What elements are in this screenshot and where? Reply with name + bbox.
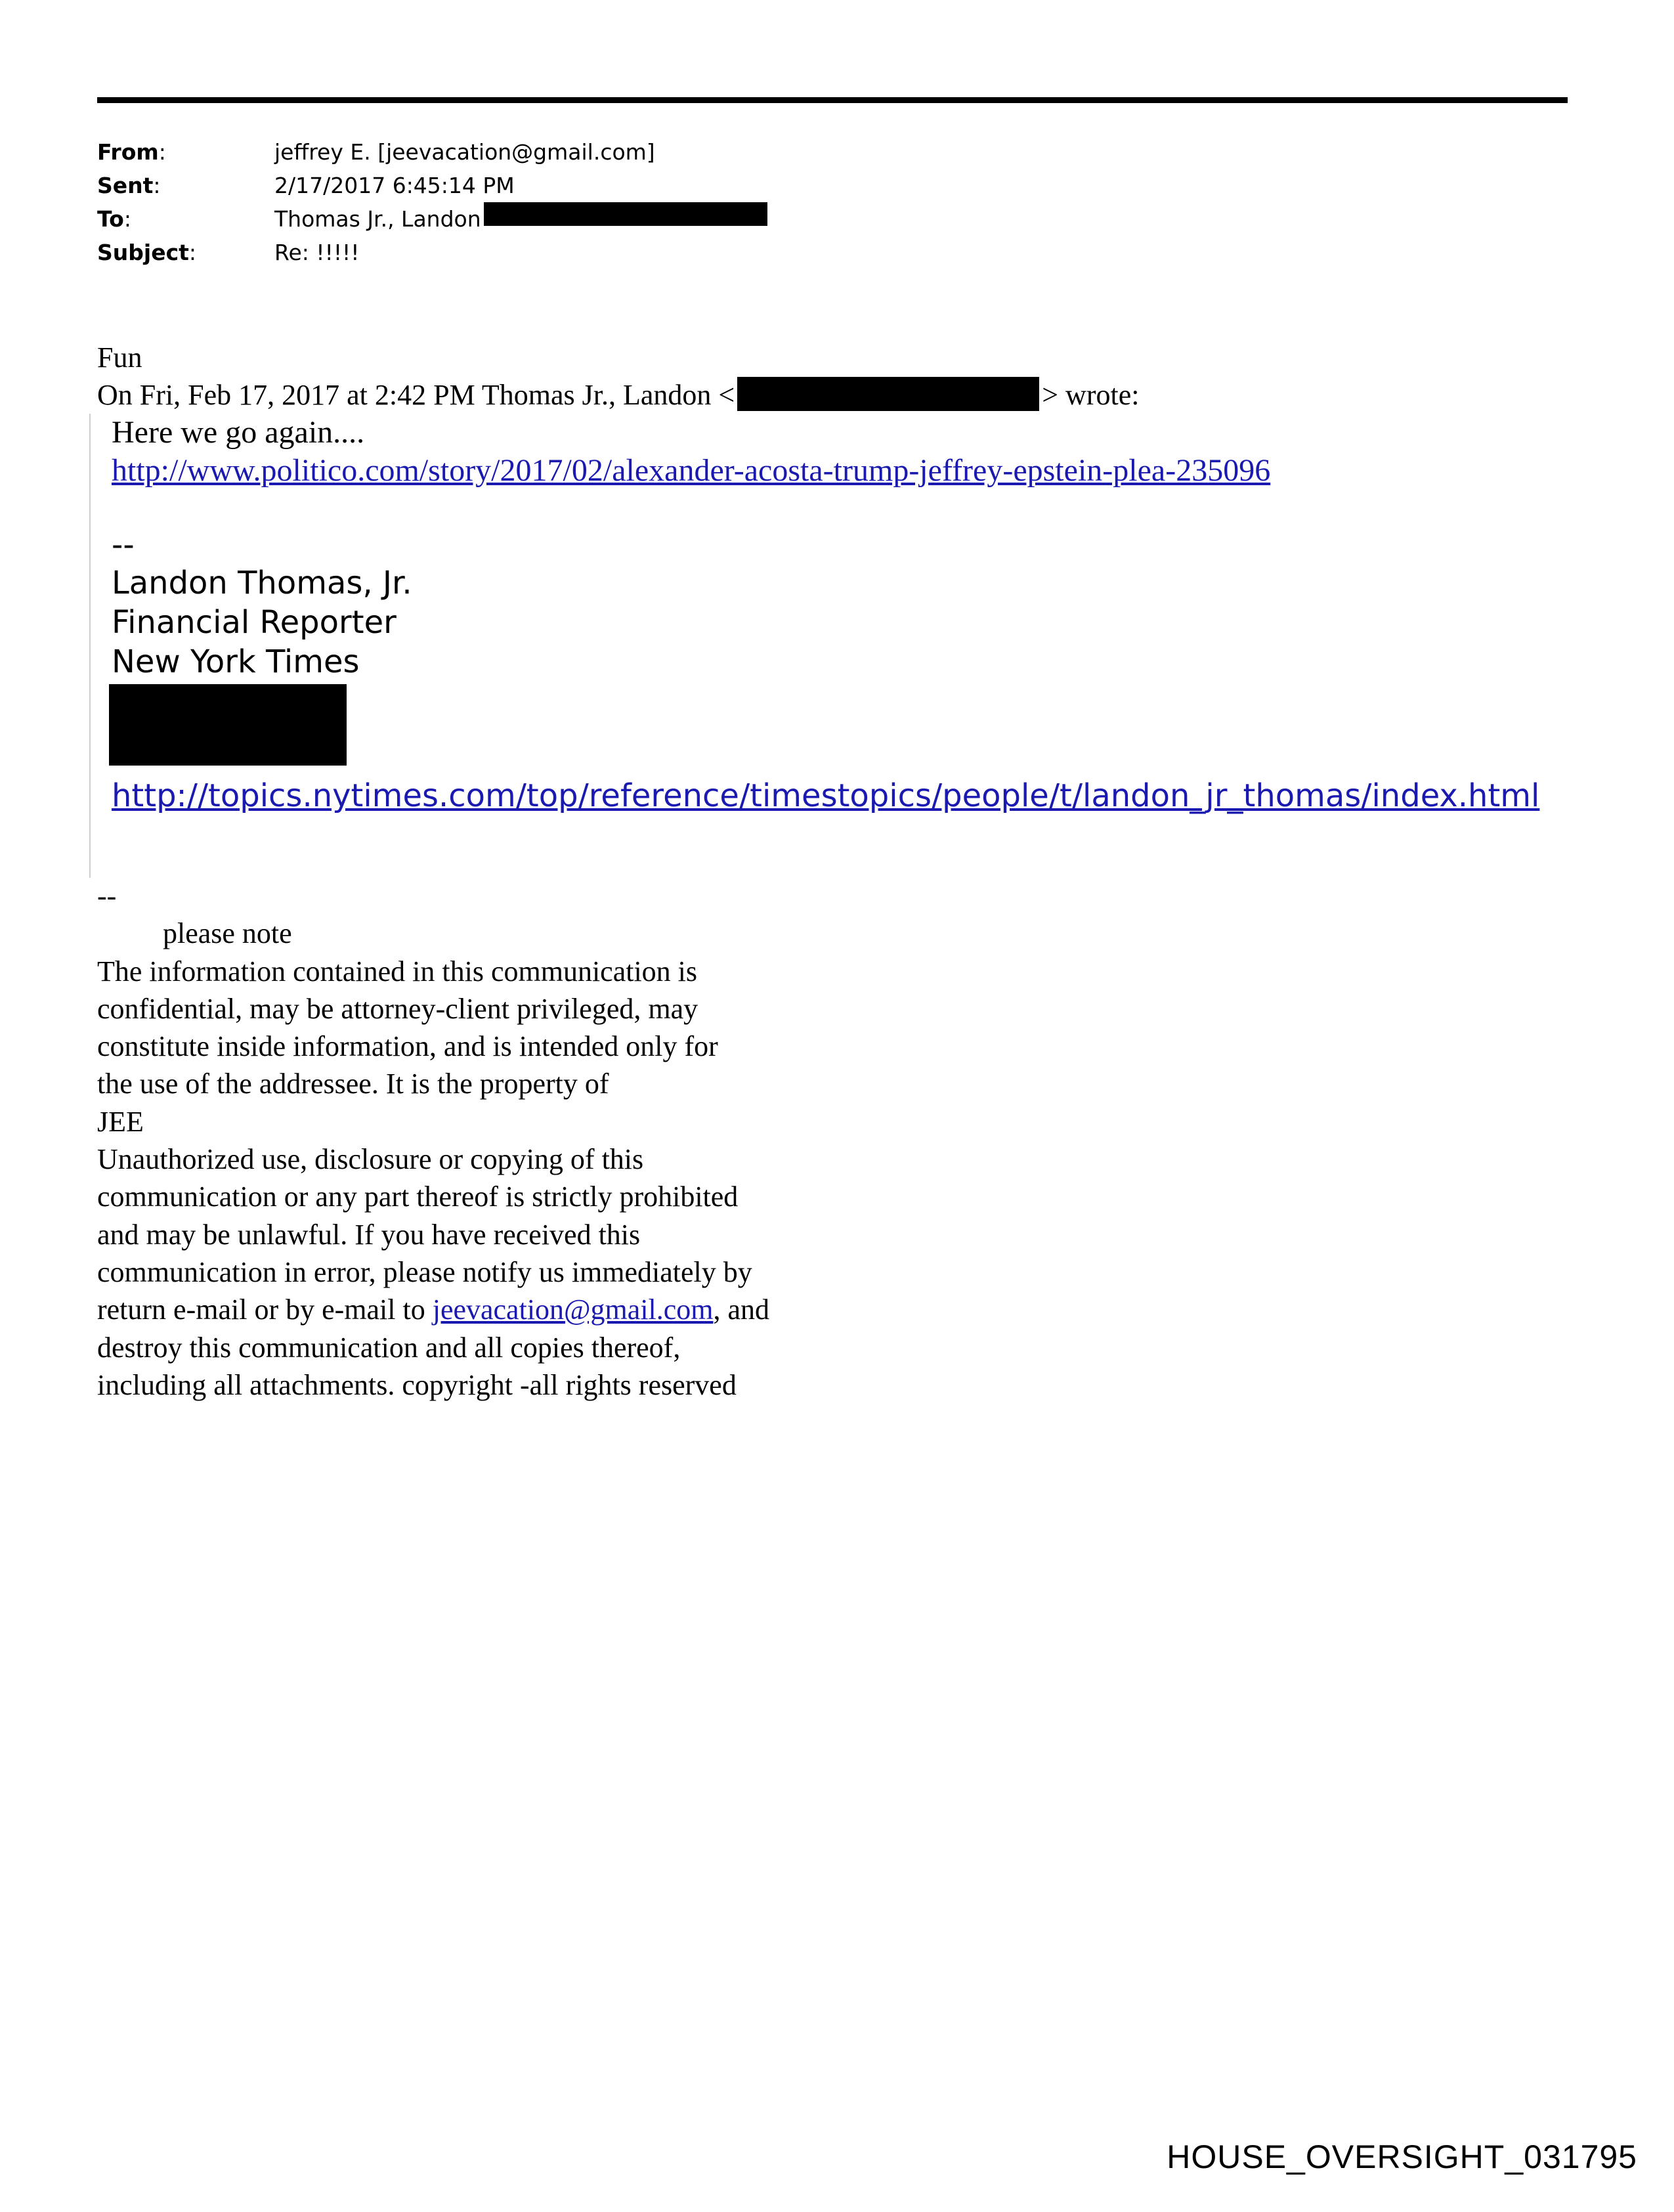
subject-value: Re: !!!!! xyxy=(274,240,360,265)
disclaimer-line: The information contained in this communication is xyxy=(97,955,698,987)
from-row: From: jeffrey E. [jeevacation@gmail.com] xyxy=(97,135,767,169)
quote-intro-end: > wrote: xyxy=(1042,379,1140,411)
quote-intro xyxy=(97,376,1139,414)
signature-dash: -- xyxy=(112,527,135,563)
disclaimer-line: and may be unlawful. If you have received this xyxy=(97,1218,641,1251)
disclaimer-line: destroy this communication and all copies thereof, xyxy=(97,1331,681,1364)
sent-label: Sent xyxy=(97,173,154,198)
disclaimer-line: confidential, may be attorney-client privileged, may xyxy=(97,992,698,1025)
subject-label: Subject xyxy=(97,240,189,265)
quote-intro-start: On Fri, Feb 17, 2017 at 2:42 PM Thomas Jr., Landon < xyxy=(97,379,735,411)
signature-org: New York Times xyxy=(112,643,360,680)
email-link[interactable]: jeevacation@gmail.com xyxy=(432,1293,714,1326)
redaction-box xyxy=(737,377,1039,411)
nytimes-link[interactable] xyxy=(112,776,1654,815)
to-row: To: Thomas Jr., Landon xyxy=(97,202,767,236)
bates-number: HOUSE_OVERSIGHT_031795 xyxy=(1167,2138,1637,2175)
return-line-end: , and xyxy=(713,1293,770,1326)
top-rule xyxy=(97,97,1568,103)
disclaimer-line: JEE xyxy=(97,1105,144,1138)
return-line-start: return e-mail or by e-mail to xyxy=(97,1293,433,1326)
disclaimer-line: Unauthorized use, disclosure or copying of this xyxy=(97,1143,644,1176)
signature-title: Financial Reporter xyxy=(112,604,397,641)
quoted-message xyxy=(89,414,1574,878)
nytimes-link-text: http://topics.nytimes.com/top/reference/timestopics/people/t/landon_jr_thomas/index.html xyxy=(112,777,1540,814)
to-label: To xyxy=(97,206,124,232)
sent-row: Sent: 2/17/2017 6:45:14 PM xyxy=(97,169,767,202)
to-value: Thomas Jr., Landon xyxy=(274,206,481,232)
disclaimer-line: communication or any part thereof is strictly prohibited xyxy=(97,1181,739,1213)
disclaimer-line: communication in error, please notify us immediately by xyxy=(97,1255,752,1288)
subject-row: Subject: Re: !!!!! xyxy=(97,236,767,269)
reply-text: Fun xyxy=(97,341,142,374)
quote-text: Here we go again.... xyxy=(112,415,365,450)
message-body xyxy=(97,339,1139,414)
disclaimer xyxy=(97,877,769,1404)
from-label: From xyxy=(97,139,159,165)
redaction-box xyxy=(484,202,767,226)
sent-value: 2/17/2017 6:45:14 PM xyxy=(274,173,515,198)
politico-link[interactable]: http://www.politico.com/story/2017/02/alexander-acosta-trump-jeffrey-epstein-plea-235096 xyxy=(112,453,1271,488)
disclaimer-line: including all attachments. copyright -all rights reserved xyxy=(97,1368,737,1401)
email-header xyxy=(97,135,767,269)
disclaimer-line xyxy=(97,1291,769,1328)
from-value: jeffrey E. [jeevacation@gmail.com] xyxy=(274,139,655,165)
disclaimer-line: the use of the addressee. It is the property of xyxy=(97,1068,609,1100)
redaction-box xyxy=(109,684,347,766)
please-note: please note xyxy=(163,917,292,950)
footer-dash: -- xyxy=(97,880,117,912)
signature-name: Landon Thomas, Jr. xyxy=(112,565,412,601)
disclaimer-line: constitute inside information, and is intended only for xyxy=(97,1030,718,1063)
